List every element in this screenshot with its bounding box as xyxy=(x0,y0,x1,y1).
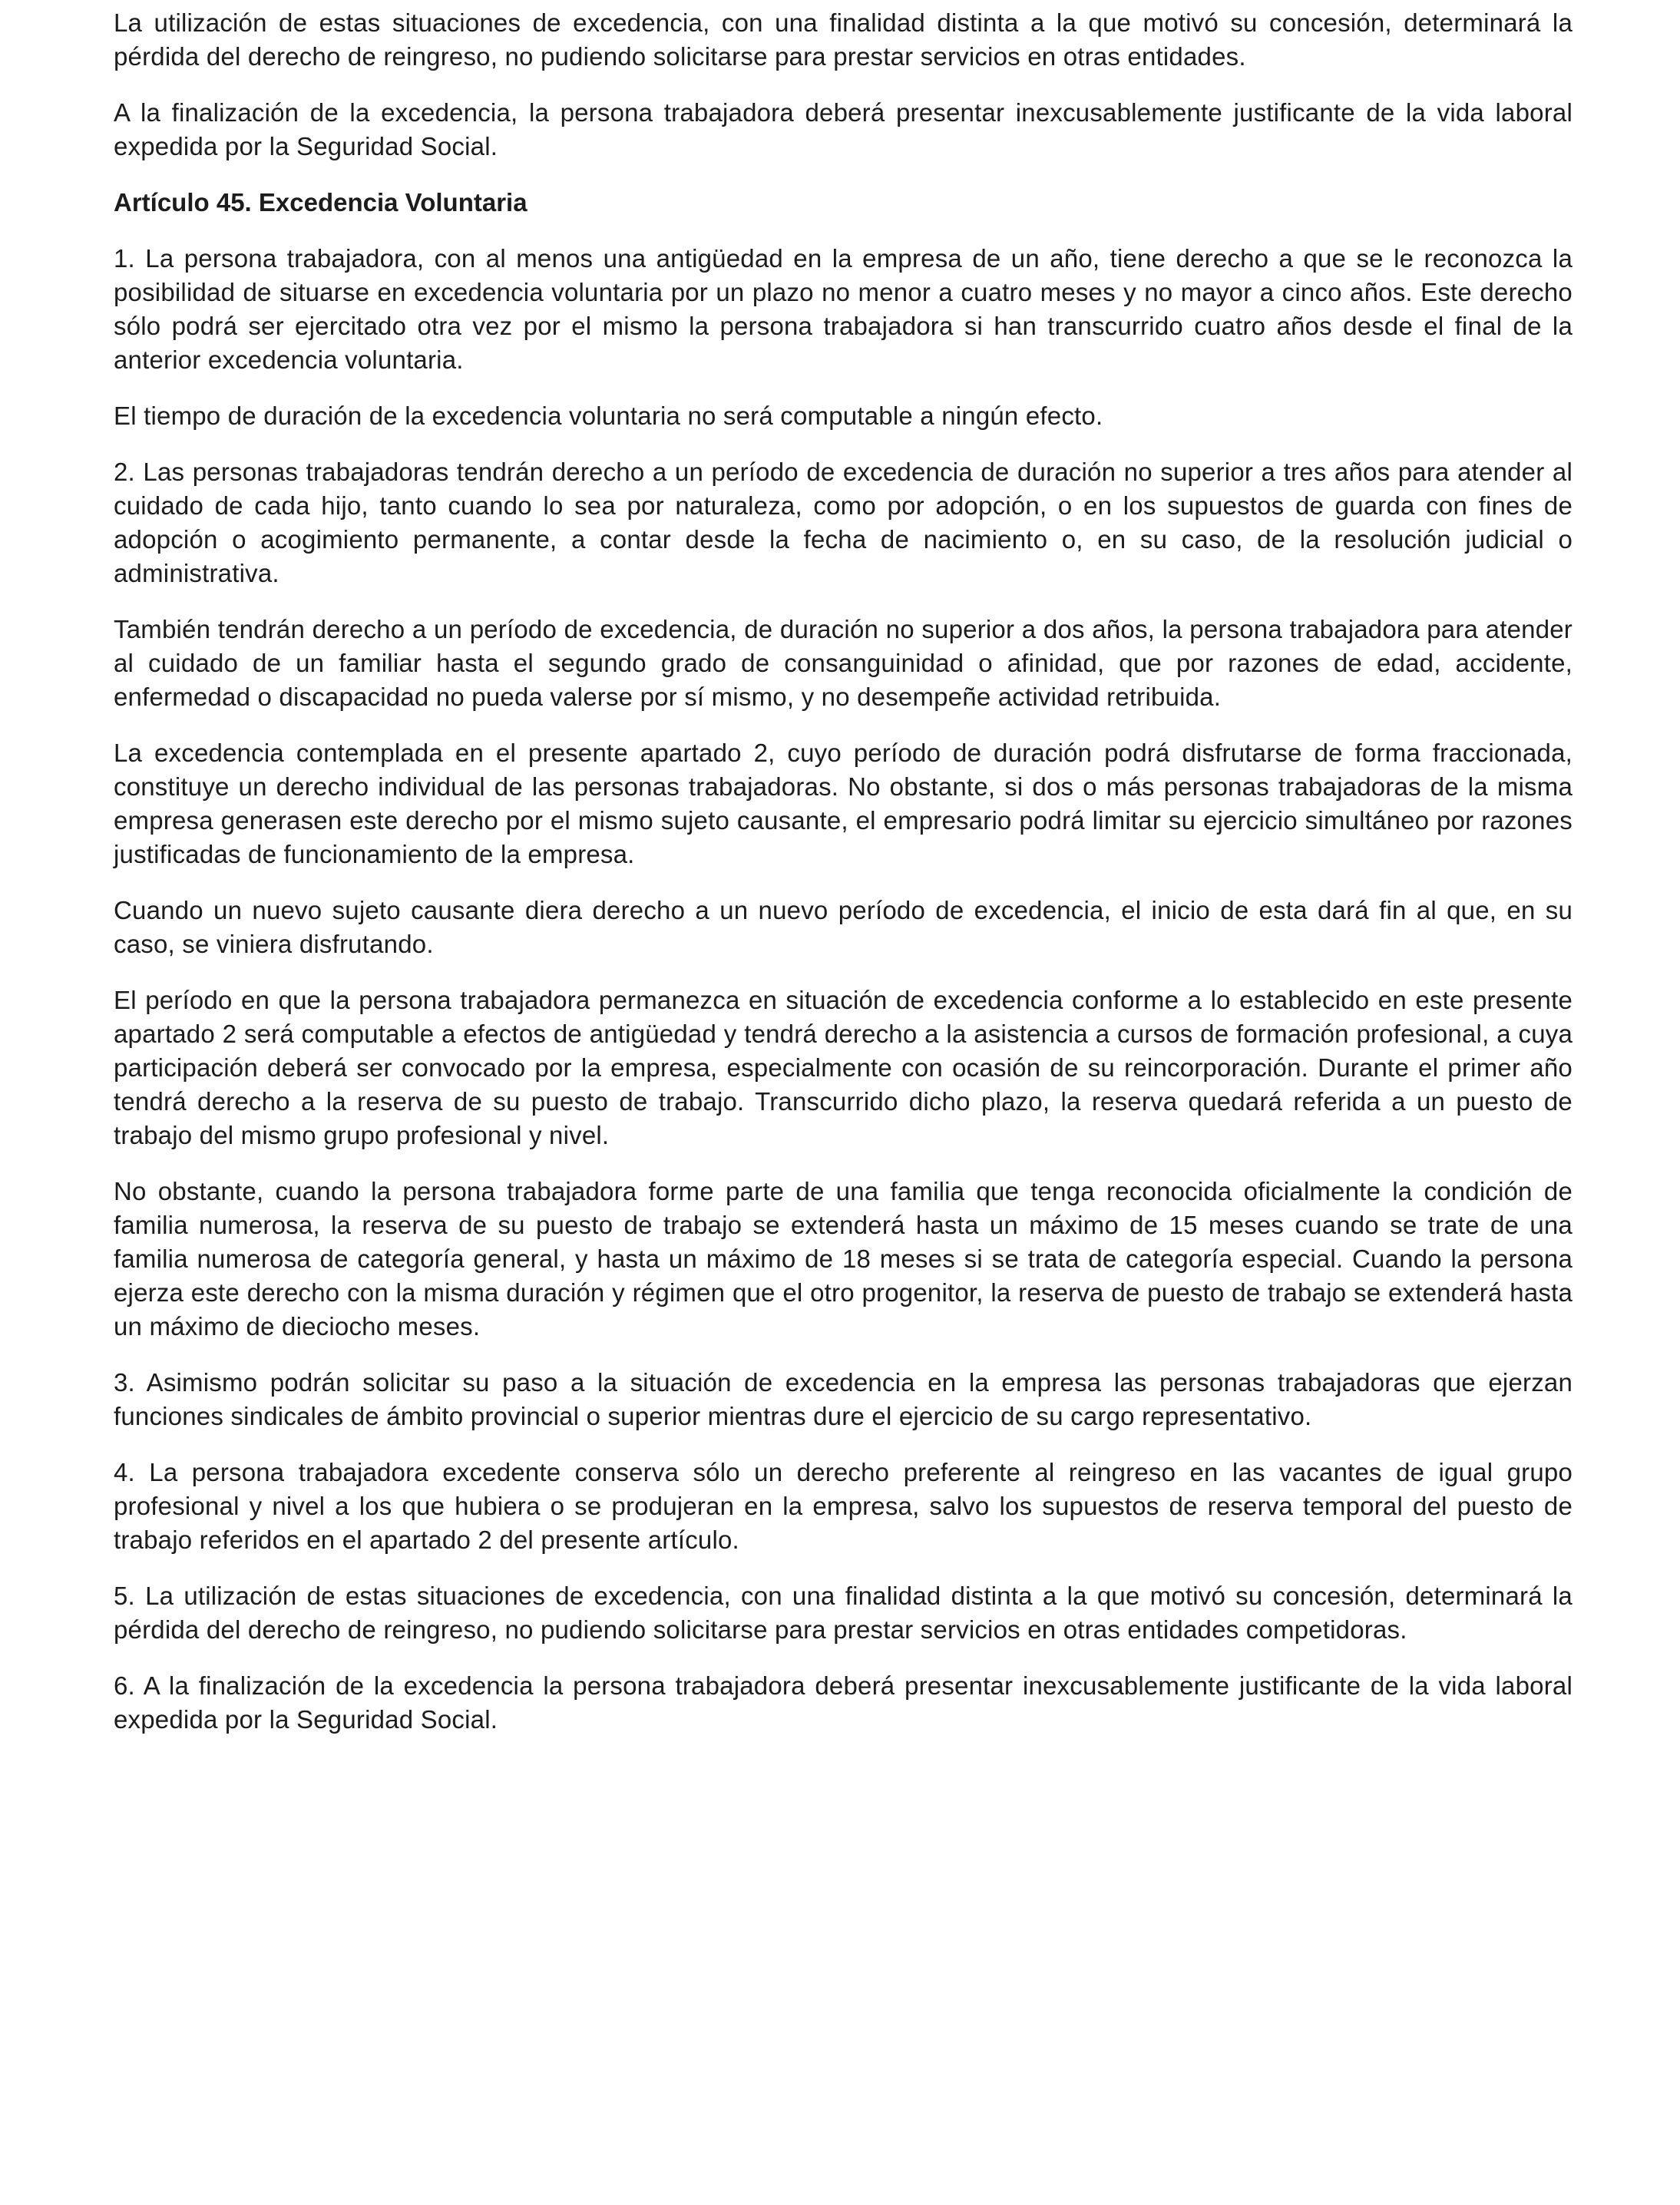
paragraph-utilizacion-excedencia: La utilización de estas situaciones de excedencia, con una finalidad distinta a la que motivó su concesión, determinará la pérdida del derecho de reingreso, no pudiendo solicitarse para prestar servicios en otras entidades. xyxy=(114,8,1573,71)
paragraph-punto-2-cuidado-hijo: 2. Las personas trabajadoras tendrán derecho a un período de excedencia de duración no superior a tres años para atender al cuidado de cada hijo, tanto cuando lo sea por naturaleza, como por adopción, o en los supuestos de guarda con fines de adopción o acogimiento permanente, a contar desde la fecha de nacimiento o, en su caso, de la resolución judicial o administrativa. xyxy=(114,458,1573,587)
paragraph-cuidado-familiar: También tendrán derecho a un período de excedencia, de duración no superior a dos años, la persona trabajadora para atender al cuidado de un familiar hasta el segundo grado de consanguinidad o afinidad, que por razones de edad, accidente, enfermedad o discapacidad no pueda valerse por sí mismo, y no desempeñe actividad retribuida. xyxy=(114,615,1573,711)
paragraph-familia-numerosa: No obstante, cuando la persona trabajadora forme parte de una familia que tenga reconocida oficialmente la condición de familia numerosa, la reserva de su puesto de trabajo se extenderá hasta un máximo de 15 meses cuando se trate de una familia numerosa de categoría general, y hasta un máximo de 18 meses si se trata de categoría especial. Cuando la persona ejerza este derecho con la misma duración y régimen que el otro progenitor, la reserva de puesto de trabajo se extenderá hasta un máximo de dieciocho meses. xyxy=(114,1177,1573,1341)
paragraph-periodo-computable: El período en que la persona trabajadora permanezca en situación de excedencia conforme a lo establecido en este presente apartado 2 será computable a efectos de antigüedad y tendrá derecho a la asistencia a cursos de formación profesional, a cuya participación deberá ser convocado por la empresa, especialmente con ocasión de su reincorporación. Durante el primer año tendrá derecho a la reserva de su puesto de trabajo. Transcurrido dicho plazo, la reserva quedará referida a un puesto de trabajo del mismo grupo profesional y nivel. xyxy=(114,986,1573,1149)
paragraph-tiempo-duracion: El tiempo de duración de la excedencia voluntaria no será computable a ningún efecto. xyxy=(114,402,1103,430)
paragraph-finalizacion-excedencia: A la finalización de la excedencia, la persona trabajadora deberá presentar inexcusablemente justificante de la vida laboral expedida por la Seguridad Social. xyxy=(114,98,1573,160)
document-body xyxy=(114,6,1573,1737)
paragraph-nuevo-sujeto-causante: Cuando un nuevo sujeto causante diera derecho a un nuevo período de excedencia, el inicio de esta dará fin al que, en su caso, se viniera disfrutando. xyxy=(114,896,1573,958)
paragraph-punto-5-utilizacion: 5. La utilización de estas situaciones de excedencia, con una finalidad distinta a la que motivó su concesión, determinará la pérdida del derecho de reingreso, no pudiendo solicitarse para prestar servicios en otras entidades competidoras. xyxy=(114,1582,1573,1644)
paragraph-punto-3-funciones-sindicales: 3. Asimismo podrán solicitar su paso a la situación de excedencia en la empresa las personas trabajadoras que ejerzan funciones sindicales de ámbito provincial o superior mientras dure el ejercicio de su cargo representativo. xyxy=(114,1368,1573,1430)
paragraph-punto-1-antiguedad: 1. La persona trabajadora, con al menos una antigüedad en la empresa de un año, tiene derecho a que se le reconozca la posibilidad de situarse en excedencia voluntaria por un plazo no menor a cuatro meses y no mayor a cinco años. Este derecho sólo podrá ser ejercitado otra vez por el mismo la persona trabajadora si han transcurrido cuatro años desde el final de la anterior excedencia voluntaria. xyxy=(114,244,1573,374)
paragraph-punto-6-finalizacion: 6. A la finalización de la excedencia la persona trabajadora deberá presentar inexcusablemente justificante de la vida laboral expedida por la Seguridad Social. xyxy=(114,1671,1573,1734)
paragraph-punto-4-derecho-preferente: 4. La persona trabajadora excedente conserva sólo un derecho preferente al reingreso en las vacantes de igual grupo profesional y nivel a los que hubiera o se produjeran en la empresa, salvo los supuestos de reserva temporal del puesto de trabajo referidos en el apartado 2 del presente artículo. xyxy=(114,1458,1573,1554)
paragraph-excedencia-contemplada: La excedencia contemplada en el presente apartado 2, cuyo período de duración podrá disfrutarse de forma fraccionada, constituye un derecho individual de las personas trabajadoras. No obstante, si dos o más personas trabajadoras de la misma empresa generasen este derecho por el mismo sujeto causante, el empresario podrá limitar su ejercicio simultáneo por razones justificadas de funcionamiento de la empresa. xyxy=(114,739,1573,868)
heading-articulo-45: Artículo 45. Excedencia Voluntaria xyxy=(114,188,527,217)
